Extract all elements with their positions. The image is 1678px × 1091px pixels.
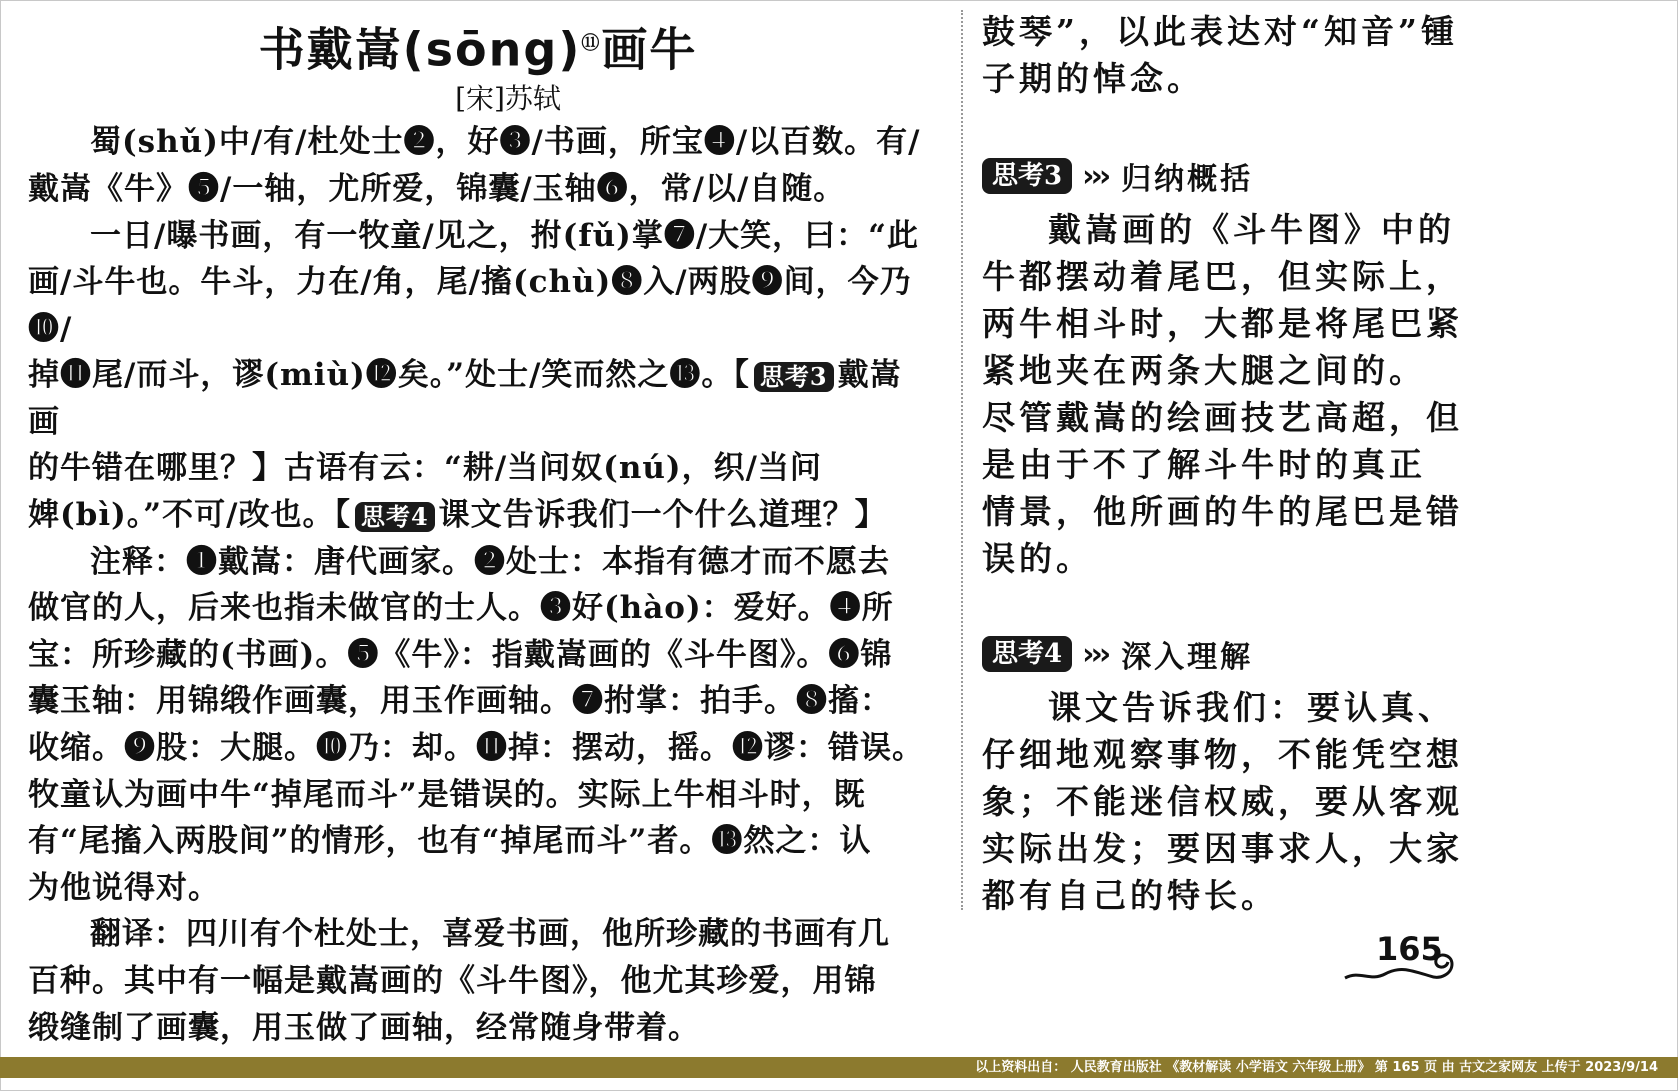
right-column [982, 8, 1502, 919]
text-line-with-q4 [28, 492, 928, 539]
translation-line: 缎缝制了画囊，用玉做了画轴，经常随身带着。 [28, 1009, 700, 1046]
section-3-line: 牛都摆动着尾巴，但实际上， [982, 257, 1463, 296]
translation-line: 百种。其中有一幅是戴嵩画的《斗牛图》，他尤其珍爱，用锦 [28, 963, 877, 1000]
text-line: 一日/曝书画，有一牧童/见之，拊(fǔ)掌❼/大笑，曰：“此 [90, 217, 920, 254]
section-4-badge: 思考4 [982, 636, 1072, 672]
notes-line: 为他说得对。 [28, 869, 220, 906]
notes-line: 收缩。❾股：大腿。❿乃：却。⓫掉：摆动，摇。⓬谬：错误。 [28, 730, 924, 767]
text-line: 蜀(shǔ)中/有/杜处士❷，好❸/书画，所宝❹/以百数。有/ [90, 124, 921, 161]
author-line: [宋]苏轼 [455, 82, 561, 116]
section-4-line: 课文告诉我们：要认真、 [1048, 688, 1455, 727]
title-main: 书戴嵩(sōng) [258, 22, 582, 77]
triple-chevron-icon: ››› [1082, 636, 1108, 672]
think-4-badge: 思考4 [355, 502, 435, 532]
section-4-line: 象；不能迷信权威，要从客观 [982, 782, 1463, 821]
think-3-question: 戴嵩画 [28, 357, 902, 440]
think-3-badge: 思考3 [754, 362, 834, 392]
title-note-marker: ⑪ [581, 33, 602, 54]
triple-chevron-icon: ››› [1082, 158, 1108, 194]
section-3-line: 情景，他所画的牛的尾巴是错 [982, 492, 1463, 531]
section-3-line: 是由于不了解斗牛时的真正 [982, 445, 1426, 484]
column-divider [961, 10, 963, 910]
translation-line: 翻译：四川有个杜处士，喜爱书画，他所珍藏的书画有几 [90, 916, 890, 953]
footer-text: 以上资料出自： 人民教育出版社 《教材解读 小学语文 六年级上册》 第 165 页 由 古文之家网友 上传于 2023/9/14 [975, 1060, 1658, 1075]
section-3-line: 紧地夹在两条大腿之间的。 [982, 351, 1426, 390]
text-span: 婢(bì)。”不可/改也。【 [28, 497, 351, 534]
section-4-line: 实际出发；要因事求人，大家 [982, 829, 1463, 868]
text-line: 戴嵩《牛》❺/一轴，尤所爱，锦囊/玉轴❻，常/以/自随。 [28, 170, 846, 207]
section-3-line: 尽管戴嵩的绘画技艺高超，但 [982, 398, 1463, 437]
section-4-line: 都有自己的特长。 [982, 876, 1278, 915]
notes-line: 有“尾搐入两股间”的情形，也有“掉尾而斗”者。⓭然之：认 [28, 823, 872, 860]
section-3-line: 戴嵩画的《斗牛图》中的 [1048, 210, 1455, 249]
source-footer [0, 1057, 1678, 1078]
notes-line: 注释：❶戴嵩：唐代画家。❷处士：本指有德才而不愿去 [90, 543, 890, 580]
section-3-line: 两牛相斗时，大都是将尾巴紧 [982, 304, 1463, 343]
section-4-line: 仔细地观察事物，不能凭空想 [982, 735, 1463, 774]
text-line: 的牛错在哪里？】古语有云：“耕/当问奴(nú)，织/当问 [28, 450, 822, 487]
page-number: 165 [1376, 930, 1443, 968]
section-3-title: 归纳概括 [1121, 162, 1254, 197]
title-tail: 画牛 [601, 22, 698, 77]
section-3-badge: 思考3 [982, 158, 1072, 194]
right-top-line: 鼓琴”，以此表达对“知音”锺 [982, 12, 1458, 51]
right-top-line: 子期的悼念。 [982, 59, 1204, 98]
section-3-line: 误的。 [982, 539, 1093, 578]
notes-line: 做官的人，后来也指未做官的士人。❸好(hào)：爱好。❹所 [28, 590, 894, 627]
text-line-with-q3 [28, 352, 928, 445]
notes-line: 囊玉轴：用锦缎作画囊，用玉作画轴。❼拊掌：拍手。❽搐： [28, 683, 892, 720]
text-line: 画/斗牛也。牛斗，力在/角，尾/搐(chù)❽入/两股❾间，今乃❿/ [28, 264, 912, 347]
notes-line: 宝：所珍藏的(书画)。❺《牛》：指戴嵩画的《斗牛图》。❻锦 [28, 636, 893, 673]
section-3-header [982, 146, 1502, 206]
section-4-title: 深入理解 [1121, 640, 1254, 675]
page-number-ornament [1340, 930, 1480, 990]
think-4-question: 课文告诉我们一个什么道理？】 [438, 497, 887, 534]
left-column [28, 10, 928, 1051]
page-title [28, 14, 928, 79]
section-4-header [982, 624, 1502, 684]
text-span: 掉⓫尾/而斗，谬(miù)⓬矣。”处士/笑而然之⓭。【 [28, 357, 750, 394]
notes-line: 牧童认为画中牛“掉尾而斗”是错误的。实际上牛相斗时，既 [28, 776, 866, 813]
